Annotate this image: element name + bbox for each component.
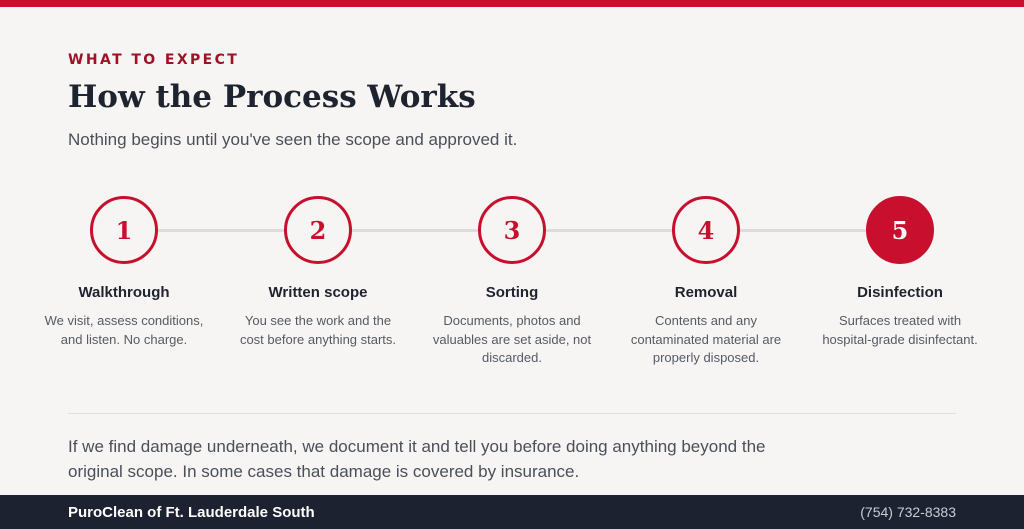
section-subtitle: Nothing begins until you've seen the scope and approved it.: [68, 130, 518, 149]
step-title: Written scope: [268, 284, 368, 301]
section-divider: [68, 413, 956, 414]
process-steps: [27, 196, 997, 386]
step-description: Surfaces treated with hospital-grade disinfectant.: [822, 313, 978, 347]
step-number-circle: 4: [672, 196, 740, 264]
site-footer: [0, 495, 1024, 529]
step-description: Documents, photos and valuables are set aside, not discarded.: [432, 313, 592, 365]
footer-phone-link[interactable]: (754) 732-8383: [860, 504, 956, 520]
step-removal: [609, 196, 803, 368]
step-number-circle-active: 5: [866, 196, 934, 264]
section-eyebrow: WHAT TO EXPECT: [68, 52, 240, 68]
step-number-circle: 2: [284, 196, 352, 264]
step-title: Removal: [674, 284, 738, 301]
scope-note: If we find damage underneath, we document it and tell you before doing anything beyond the original scope. In some cases that damage is covered by insurance.: [68, 437, 766, 481]
step-title: Sorting: [485, 284, 539, 301]
step-title: Disinfection: [857, 284, 943, 301]
step-disinfection: [803, 196, 997, 349]
footer-brand-name[interactable]: PuroClean of Ft. Lauderdale South: [68, 503, 315, 521]
top-accent-bar: [0, 0, 1024, 7]
step-walkthrough: [27, 196, 221, 349]
step-description: You see the work and the cost before anything starts.: [239, 313, 397, 347]
step-number-circle: 3: [478, 196, 546, 264]
step-written-scope: [221, 196, 415, 349]
step-description: Contents and any contaminated material are properly disposed.: [630, 313, 782, 365]
page-title: How the Process Works: [68, 79, 476, 115]
step-sorting: [415, 196, 609, 368]
step-title: Walkthrough: [78, 284, 170, 301]
step-description: We visit, assess conditions, and listen. No charge.: [44, 313, 204, 347]
step-number-circle: 1: [90, 196, 158, 264]
